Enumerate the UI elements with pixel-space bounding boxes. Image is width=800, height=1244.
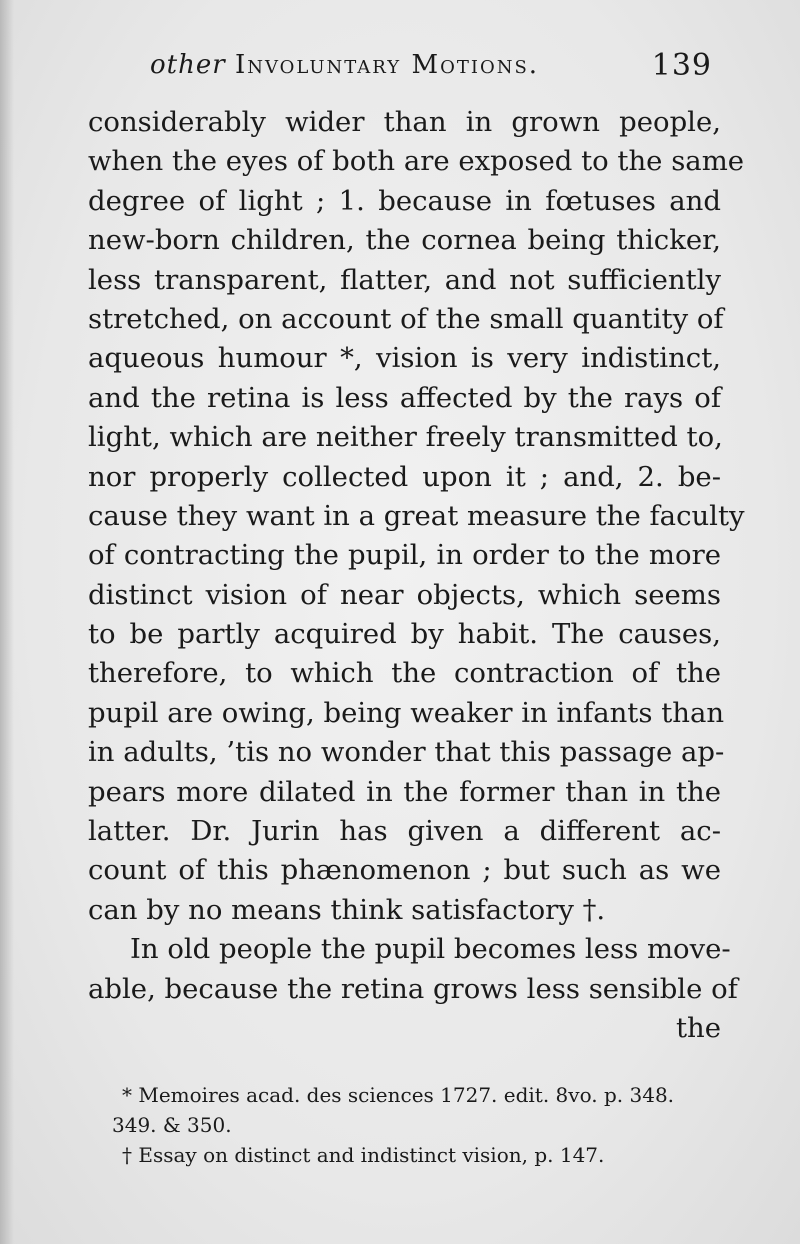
text-line: therefore, to which the contraction of the <box>88 657 721 690</box>
page-header <box>150 46 720 90</box>
catchword: the <box>675 1011 721 1044</box>
body-text <box>88 103 745 1048</box>
footnote-1: * Memoires acad. des sciences 1727. edit. 8vo. p. 348. <box>122 1083 675 1107</box>
text-line: can by no means think satisfactory †. <box>88 893 606 926</box>
text-line: of contracting the pupil, in order to the more <box>88 539 721 572</box>
text-line: and the retina is less affected by the rays of <box>88 381 721 414</box>
text-line: pears more dilated in the former than in the <box>88 775 721 808</box>
text-line: less transparent, flatter, and not sufficiently <box>88 263 721 296</box>
running-head-italic: other <box>150 50 226 80</box>
text-line: stretched, on account of the small quantity of <box>88 302 724 335</box>
text-line: In old people the pupil becomes less move- <box>130 933 731 966</box>
page-number: 139 <box>651 48 712 83</box>
footnote-2: † Essay on distinct and indistinct vision, p. 147. <box>122 1143 605 1167</box>
text-line: light, which are neither freely transmitted to, <box>88 421 723 454</box>
text-line: nor properly collected upon it ; and, 2. be- <box>88 460 721 493</box>
running-head <box>150 50 539 80</box>
text-line: to be partly acquired by habit. The causes, <box>88 618 721 651</box>
text-line: distinct vision of near objects, which seems <box>88 578 721 611</box>
spine-shadow <box>0 0 14 1244</box>
text-line: latter. Dr. Jurin has given a different ac- <box>88 815 721 848</box>
running-head-title: Involuntary Motions. <box>234 50 540 80</box>
text-line: cause they want in a great measure the faculty <box>88 499 745 532</box>
footnotes <box>112 1080 720 1170</box>
text-line: when the eyes of both are exposed to the same <box>88 145 745 178</box>
text-line: count of this phænomenon ; but such as we <box>88 854 721 887</box>
text-line: degree of light ; 1. because in fœtuses and <box>88 184 721 217</box>
text-line: able, because the retina grows less sensible of <box>88 972 738 1005</box>
text-line: in adults, ’tis no wonder that this passage ap- <box>88 736 725 769</box>
text-line: new-born children, the cornea being thicker, <box>88 224 721 257</box>
text-line: aqueous humour *, vision is very indistinct, <box>88 342 721 375</box>
text-line: pupil are owing, being weaker in infants than <box>88 696 725 729</box>
text-line: considerably wider than in grown people, <box>88 106 721 138</box>
footnote-1-continued: 349. & 350. <box>112 1113 232 1137</box>
